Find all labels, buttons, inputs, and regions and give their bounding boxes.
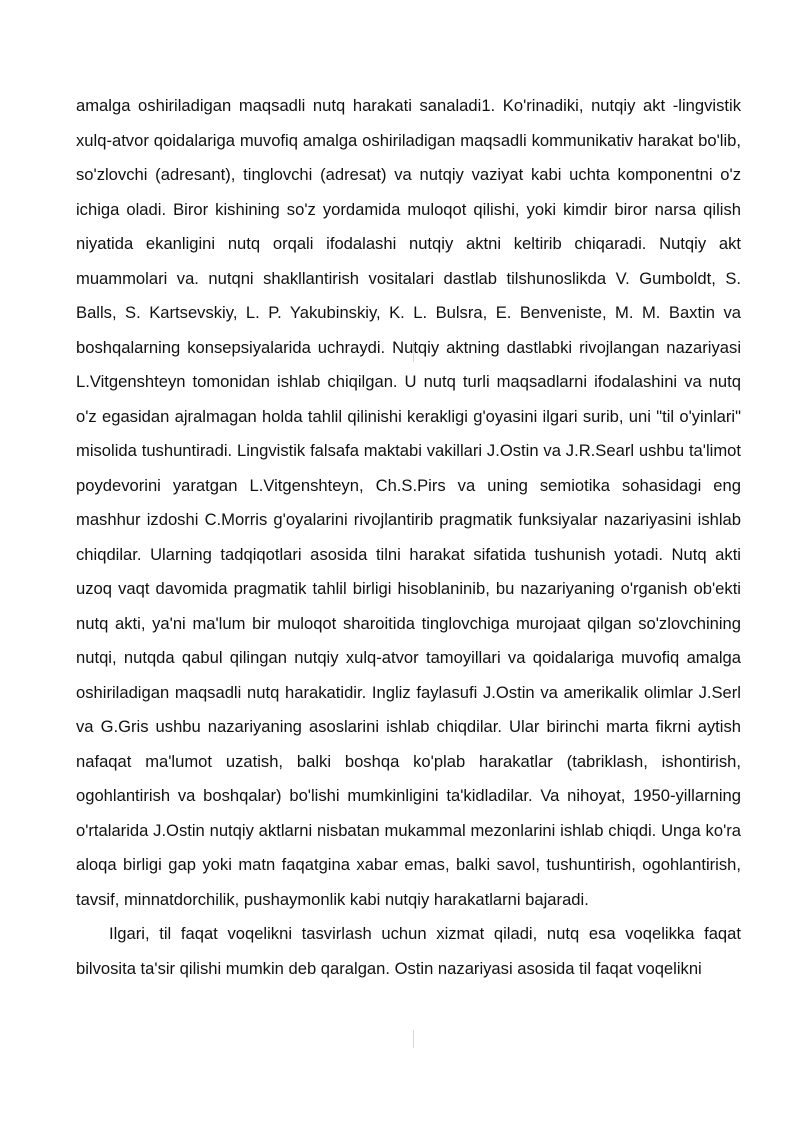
body-text [76, 89, 741, 986]
paragraph-2: Ilgari, til faqat voqelikni tasvirlash uchun xizmat qiladi, nutq esa voqelikka faqat bilvosita ta'sir qilishi mumkin deb qaralgan. Ostin nazariyasi asosida til faqat voqelikni [76, 924, 741, 978]
paragraph-1: amalga oshiriladigan maqsadli nutq harakati sanaladi1. Ko'rinadiki, nutqiy akt -lingvistik xulq-atvor qoidalariga muvofiq amalga oshiriladigan maqsadli kommunikativ harakat bo'lib, so'zlovchi (adresant), tinglovchi (adresat) va nutqiy vaziyat kabi uchta komponentni o'z ichiga oladi. Biror kishining so'z yordamida muloqot qilishi, yoki kimdir biror narsa qilish niyatida ekanligini nutq orqali ifodalashi nutqiy aktni keltirib chiqaradi. Nutqiy akt muammolari va. nutqni shakllantirish vositalari dastlab tilshunoslikda V. Gumboldt, S. Balls, S. Kartsevskiy, L. P. Yakubinskiy, K. L. Bulsra, E. Benveniste, M. M. Baxtin va boshqalarning konsepsiyalarida uchraydi. Nutqiy aktning dastlabki rivojlangan nazariyasi L.Vitgenshteyn tomonidan ishlab chiqilgan. U nutq turli maqsadlarni ifodalashini va nutq o'z egasidan ajralmagan holda tahlil qilinishi kerakligi g'oyasini ilgari surib, uni "til o'yinlari" misolida tushuntiradi. Lingvistik falsafa maktabi vakillari J.Ostin va J.R.Searl ushbu ta'limot poydevorini yaratgan L.Vitgenshteyn, Ch.S.Pirs va uning semiotika sohasidagi eng mashhur izdoshi C.Morris g'oyalarini rivojlantirib pragmatik funksiyalar nazariyasini ishlab chiqdilar. Ularning tadqiqotlari asosida tilni harakat sifatida tushunish yotadi. Nutq akti uzoq vaqt davomida pragmatik tahlil birligi hisoblaninib, bu nazariyaning o'rganish ob'ekti nutq akti, ya'ni ma'lum bir muloqot sharoitida tinglovchiga murojaat qilgan so'zlovchining nutqi, nutqda qabul qilingan nutqiy xulq-atvor tamoyillari va qoidalariga muvofiq amalga oshiriladigan maqsadli nutq harakatidir. Ingliz faylasufi J.Ostin va amerikalik olimlar J.Serl va G.Gris ushbu nazariyaning asoslarini ishlab chiqdilar. Ular birinchi marta fikrni aytish nafaqat ma'lumot uzatish, balki boshqa ko'plab harakatlar (tabriklash, ishontirish, ogohlantirish va boshqalar) bo'lishi mumkinligini ta'kidladilar. Va nihoyat, 1950-yillarning o'rtalarida J.Ostin nutqiy aktlarni nisbatan mukammal mezonlarini ishlab chiqdi. Unga ko'ra aloqa birligi gap yoki matn faqatgina xabar emas, balki savol, tushuntirish, ogohlantirish, tavsif, minnatdorchilik, pushaymonlik kabi nutqiy harakatlarni bajaradi. [76, 96, 741, 909]
scan-artifact-line [413, 1030, 414, 1048]
